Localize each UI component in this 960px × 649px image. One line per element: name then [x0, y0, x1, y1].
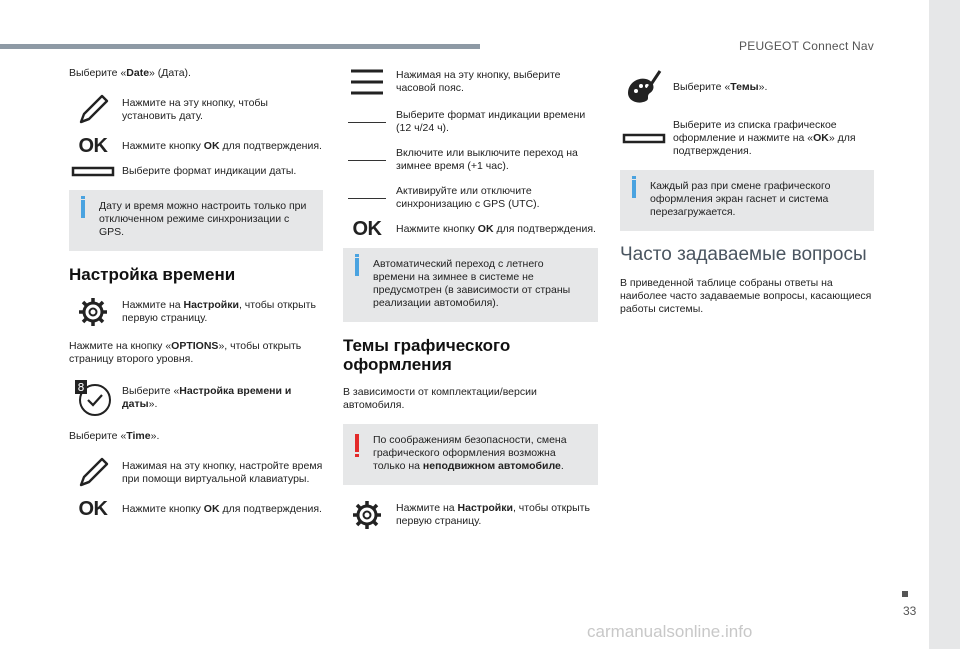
paragraph-time: Выберите «Time». [69, 430, 160, 442]
ok-icon[interactable]: OK [78, 498, 108, 520]
step-set-time: Нажимая на эту кнопку, настройте время при помощи виртуальной клавиатуры. [69, 455, 323, 491]
warning-box-themes: По соображениям безопасности, смена графического оформления возможна только на неподвижном автомобиле. [343, 424, 598, 485]
info-box-gps: Дату и время можно настроить только при отключенном режиме синхронизации с GPS. [69, 190, 323, 251]
step-winter-time: Включите или выключите переход на зимнее время (+1 час). [343, 147, 598, 173]
info-box-auto-dst: Автоматический переход с летнего времени на зимнее в системе не предусмотрен (в зависимости от страны реализации автомобиля). [343, 248, 598, 322]
hamburger-menu-icon[interactable] [343, 67, 391, 97]
info-icon [81, 200, 85, 218]
warning-icon [355, 434, 359, 452]
toggle-line-icon[interactable] [343, 160, 391, 161]
gear-icon[interactable] [343, 499, 391, 531]
info-icon [355, 258, 359, 276]
step-gps-sync: Активируйте или отключите синхронизацию с GPS (UTC). [343, 185, 598, 211]
info-box-reboot: Каждый раз при смене графического оформления экран гаснет и система перезагружается. [620, 170, 874, 231]
ok-icon[interactable]: OK [78, 135, 108, 157]
info-icon [632, 180, 636, 198]
header-bar [0, 44, 480, 49]
step-date-format: Выберите формат индикации даты. [69, 165, 323, 178]
paragraph-options: Нажмите на кнопку «OPTIONS», чтобы открыть страницу второго уровня. [69, 340, 302, 365]
watermark: carmanualsonline.info [587, 622, 753, 641]
step-set-date: Нажмите на эту кнопку, чтобы установить дату. [69, 92, 323, 128]
slider-icon[interactable] [69, 166, 117, 178]
paragraph-themes-version: В зависимости от комплектации/версии автомобиля. [343, 386, 537, 411]
step-time-date-settings: 8 Выберите «Настройка времени и даты». [69, 378, 323, 418]
page-number: 33 [903, 604, 917, 618]
toggle-line-icon[interactable] [343, 122, 391, 123]
pencil-icon[interactable] [69, 455, 117, 491]
clock-icon[interactable] [69, 378, 117, 418]
step-timezone: Нажимая на эту кнопку, выберите часовой пояс. [343, 67, 598, 97]
step-time-format: Выберите формат индикации времени (12 ч/24 ч). [343, 109, 598, 135]
slider-icon[interactable] [620, 133, 668, 145]
step-select-themes: Выберите «Темы». [620, 67, 874, 107]
paragraph-faq: В приведенной таблице собраны ответы на наиболее часто задаваемые вопросы, касающиеся работы системы. [620, 277, 872, 315]
step-choose-theme: Выберите из списка графическое оформление и нажмите на «OK» для подтверждения. [620, 119, 874, 158]
step-open-settings-2: Нажмите на Настройки, чтобы открыть первую страницу. [343, 499, 598, 531]
step-confirm-ok-2: OK Нажмите кнопку OK для подтверждения. [69, 503, 323, 516]
toggle-line-icon[interactable] [343, 198, 391, 199]
step-confirm-ok: OK Нажмите кнопку OK для подтверждения. [69, 140, 323, 153]
step-confirm-ok-3: OK Нажмите кнопку OK для подтверждения. [343, 223, 598, 236]
column-1 [69, 67, 323, 528]
palette-icon[interactable] [620, 67, 668, 107]
heading-themes: Темы графического оформления [343, 336, 511, 374]
page-edge-strip [929, 0, 960, 649]
step-open-settings: Нажмите на Настройки, чтобы открыть первую страницу. [69, 296, 323, 328]
page-marker [902, 591, 908, 597]
svg-text:8: 8 [77, 381, 85, 394]
column-2 [343, 67, 598, 543]
brand-title: PEUGEOT Connect Nav [739, 39, 874, 53]
pencil-icon[interactable] [69, 92, 117, 128]
column-3 [620, 67, 874, 328]
heading-time-settings: Настройка времени [69, 265, 236, 284]
heading-faq: Часто задаваемые вопросы [620, 244, 867, 265]
gear-icon[interactable] [69, 296, 117, 328]
paragraph-date: Выберите «Date» (Дата). [69, 67, 191, 79]
ok-icon[interactable]: OK [352, 218, 382, 240]
